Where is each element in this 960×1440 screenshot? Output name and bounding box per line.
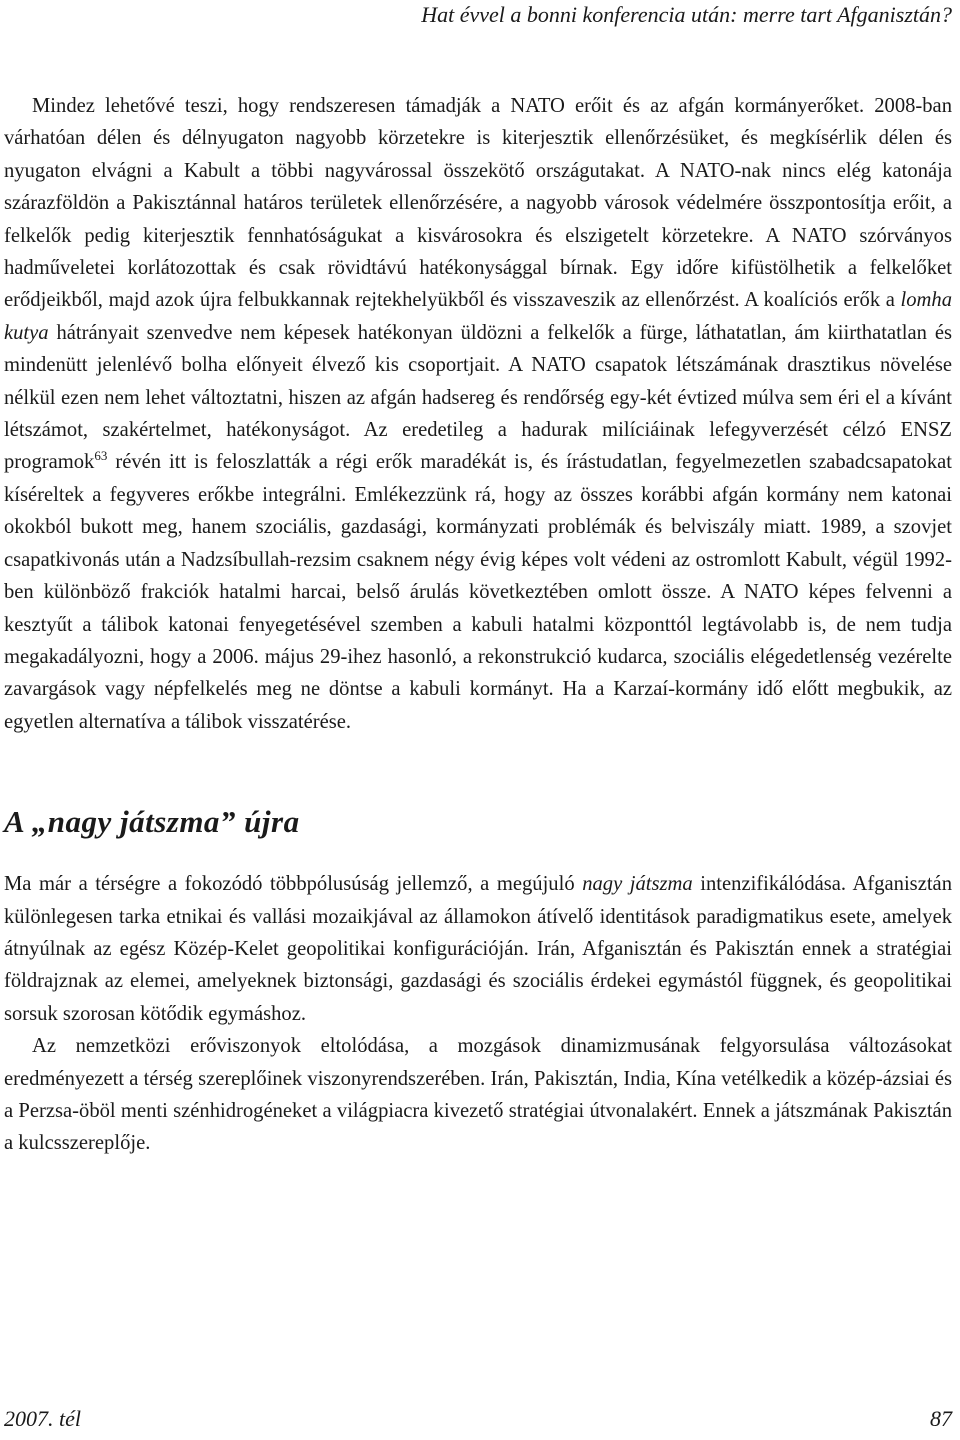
text-run: Mindez lehetővé teszi, hogy rendszeresen támadják a NATO erőit és az afgán kormányerőket. 2008-ban várhatóan délen és délnyugaton nagyobb körzetekre is kiterjesztik ellenőrzésüket, és megkísérlik délen és nyugaton elvágni a Kabult a többi nagyvárossal összekötő országutakat. A NATO-nak nincs elég katonája szárazföldön a Pakisztánnal határos területek ellenőrzésére, a nagyobb városok védelmére összpontosítja erőit, a felkelők pedig kiterjesztik fennhatóságukat a kisvárosokra és elszigetelt körzetekre. A NATO szórványos hadműveletei korlátozottak és csak rövidtávú hatékonysággal bírnak. Egy időre kifüstölhetik a felkelőket erődjeikből, majd azok újra felbukkannak rejtekhelyükből és visszaveszik az ellenőrzést. A koalíciós erők a xyxy=(4,95,952,312)
paragraph xyxy=(4,868,952,1030)
running-header: Hat évvel a bonni konferencia után: merre tart Afganisztán? xyxy=(421,2,952,27)
italic-term: lomha kutya xyxy=(4,289,952,344)
article-body xyxy=(4,90,952,1160)
section-heading: A „nagy játszma” újra xyxy=(4,804,300,840)
text-run: révén itt is feloszlatták a régi erők maradékát is, és írástudatlan, fegyelmezetlen szabadcsapatokat kíséreltek a fegyveres erőkbe integrálni. Emlékezzünk rá, hogy az összes korábbi afgán kormány nem katonai okokból bukott meg, hanem szociális, gazdasági, kormányzati problémák és belviszály miatt. 1989, a szovjet csapatkivonás után a Nadzsíbullah-rezsim csaknem négy évig képes volt védeni az ostromlott Kabult, végül 1992-ben különböző frakciók hatalmi harcai, belső árulás következtében omlott össze. A NATO képes felvenni a kesztyűt a tálibok katonai fenyegetésével szemben a kabuli hatalmi központtól legtávolabb is, de nem tudja megakadályozni, hogy a 2006. május 29-ihez hasonló, a rekonstrukció kudarca, szociális elégedetlenség vezérelte zavargások vagy népfelkelés meg ne döntse a kabuli kormányt. Ha a Karzaí-kormány idő előtt megbukik, az egyetlen alternatíva a tálibok visszatérése. xyxy=(4,451,952,733)
paragraph: Az nemzetközi erőviszonyok eltolódása, a mozgások dinamizmusának felgyorsulása változásokat eredményezett a térség szereplőinek viszonyrendszerében. Irán, Pakisztán, India, Kína vetélkedik a közép-ázsiai és a Perzsa-öböl menti szénhidrogéneket a világpiacra kivezető stratégiai útvonalakért. Ennek a játszmának Pakisztán a kulcsszereplője. xyxy=(4,1035,952,1155)
footnote-ref[interactable]: 63 xyxy=(94,448,108,464)
text-run: hátrányait szenvedve nem képesek hatékonyan üldözni a felkelők a fürge, láthatatlan, ám kiirthatatlan és mindenütt jelenlévő bolha előnyeit élvező kis csoportjait. A NATO csapatok létszámának drasztikus növelése nélkül ezen nem lehet változtatni, hiszen az afgán hadsereg és rendőrség egy-két évtized múlva sem éri el a kívánt létszámot, szakértelmet, hatékonyságot. Az eredetileg a hadurak milíciáinak lefegyverzését célzó ENSZ programok xyxy=(4,321,952,474)
italic-term: nagy játszma xyxy=(582,873,693,896)
issue-label: 2007. tél xyxy=(4,1406,81,1431)
text-run: intenzifikálódása. Afganisztán különlegesen tarka etnikai és vallási mozaikjával az államokon átívelő identitások paradigmatikus esete, amelyek átnyúlnak az egész Közép-Kelet geopolitikai konfigurációján. Irán, Afganisztán és Pakisztán ennek a stratégiai földrajznak az elemei, amelyeknek biztonsági, gazdasági és szociális érdekei egymástól függnek, és geopolitikai sorsuk szorosan kötődik egymáshoz. xyxy=(4,873,952,1025)
text-run: Ma már a térségre a fokozódó többpólusúság jellemző, a megújuló xyxy=(4,873,583,896)
paragraph xyxy=(4,90,952,738)
page-number: 87 xyxy=(930,1406,952,1431)
